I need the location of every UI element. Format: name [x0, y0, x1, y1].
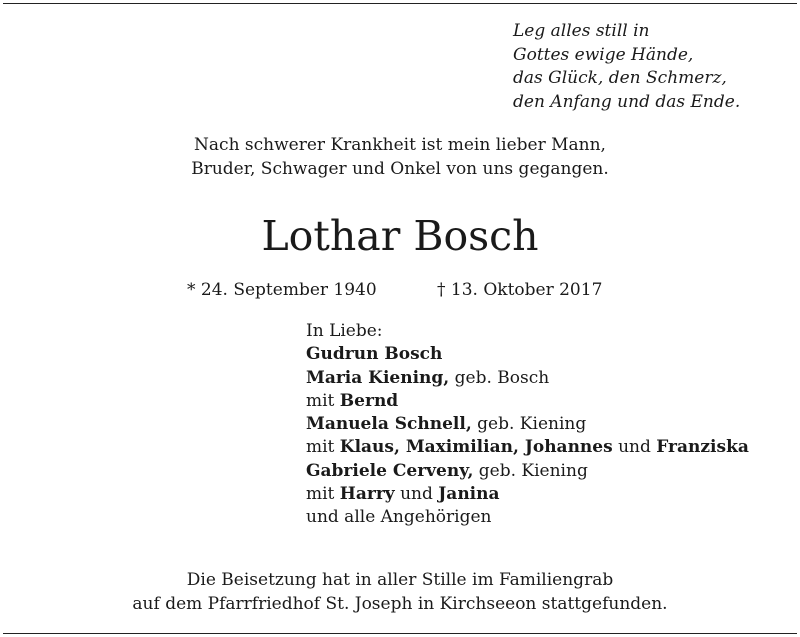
mourner-conjunction: und	[394, 484, 439, 505]
deceased-name: Lothar Bosch	[261, 212, 539, 260]
footer-line: Die Beisetzung hat in aller Stille im Familiengrab	[186, 570, 614, 590]
mourner-line	[306, 343, 749, 366]
mourner-name: Gudrun Bosch	[306, 344, 443, 365]
funeral-notice	[0, 568, 800, 616]
mourner-prefix: mit	[306, 390, 340, 411]
mourners-list	[306, 320, 749, 530]
intro-line: Nach schwerer Krankheit ist mein lieber Mann,	[194, 135, 606, 155]
mourner-name: Janina	[438, 484, 500, 505]
mourners-heading: In Liebe:	[306, 321, 383, 341]
mourner-note: geb. Kiening	[471, 414, 587, 435]
mourner-name: Klaus, Maximilian, Johannes	[339, 437, 613, 458]
mourner-line	[306, 367, 749, 390]
death-date: † 13. Oktober 2017	[437, 280, 603, 300]
mourner-line	[306, 460, 749, 483]
mourner-note: geb. Bosch	[449, 367, 550, 388]
mourner-name: Harry	[339, 484, 395, 505]
verse-line: das Glück, den Schmerz,	[513, 68, 727, 88]
intro-text	[0, 133, 800, 181]
verse-line: Leg alles still in	[513, 21, 650, 41]
verse-line: den Anfang und das Ende.	[513, 91, 741, 112]
mourner-line: und alle Angehörigen	[306, 507, 492, 528]
mourner-name: Maria Kiening,	[306, 367, 450, 388]
mourner-name: Gabriele Cerveny,	[306, 460, 474, 481]
mourner-prefix: mit	[306, 484, 340, 505]
verse	[513, 20, 740, 114]
mourner-name: Bernd	[339, 390, 399, 411]
birth-date: * 24. September 1940	[187, 280, 377, 300]
mourner-prefix: mit	[306, 437, 340, 458]
intro-line: Bruder, Schwager und Onkel von uns gegangen.	[191, 159, 609, 179]
mourner-note: geb. Kiening	[473, 460, 588, 481]
mourner-line	[306, 413, 749, 436]
mourner-name: Franziska	[656, 437, 749, 458]
mourner-conjunction: und	[612, 437, 657, 458]
mourner-name: Manuela Schnell,	[306, 414, 472, 435]
mourner-line	[306, 390, 749, 413]
mourner-line	[306, 436, 749, 459]
footer-line: auf dem Pfarrfriedhof St. Joseph in Kirchseeon stattgefunden.	[132, 594, 668, 614]
mourner-line	[306, 483, 749, 506]
verse-line: Gottes ewige Hände,	[513, 44, 694, 65]
